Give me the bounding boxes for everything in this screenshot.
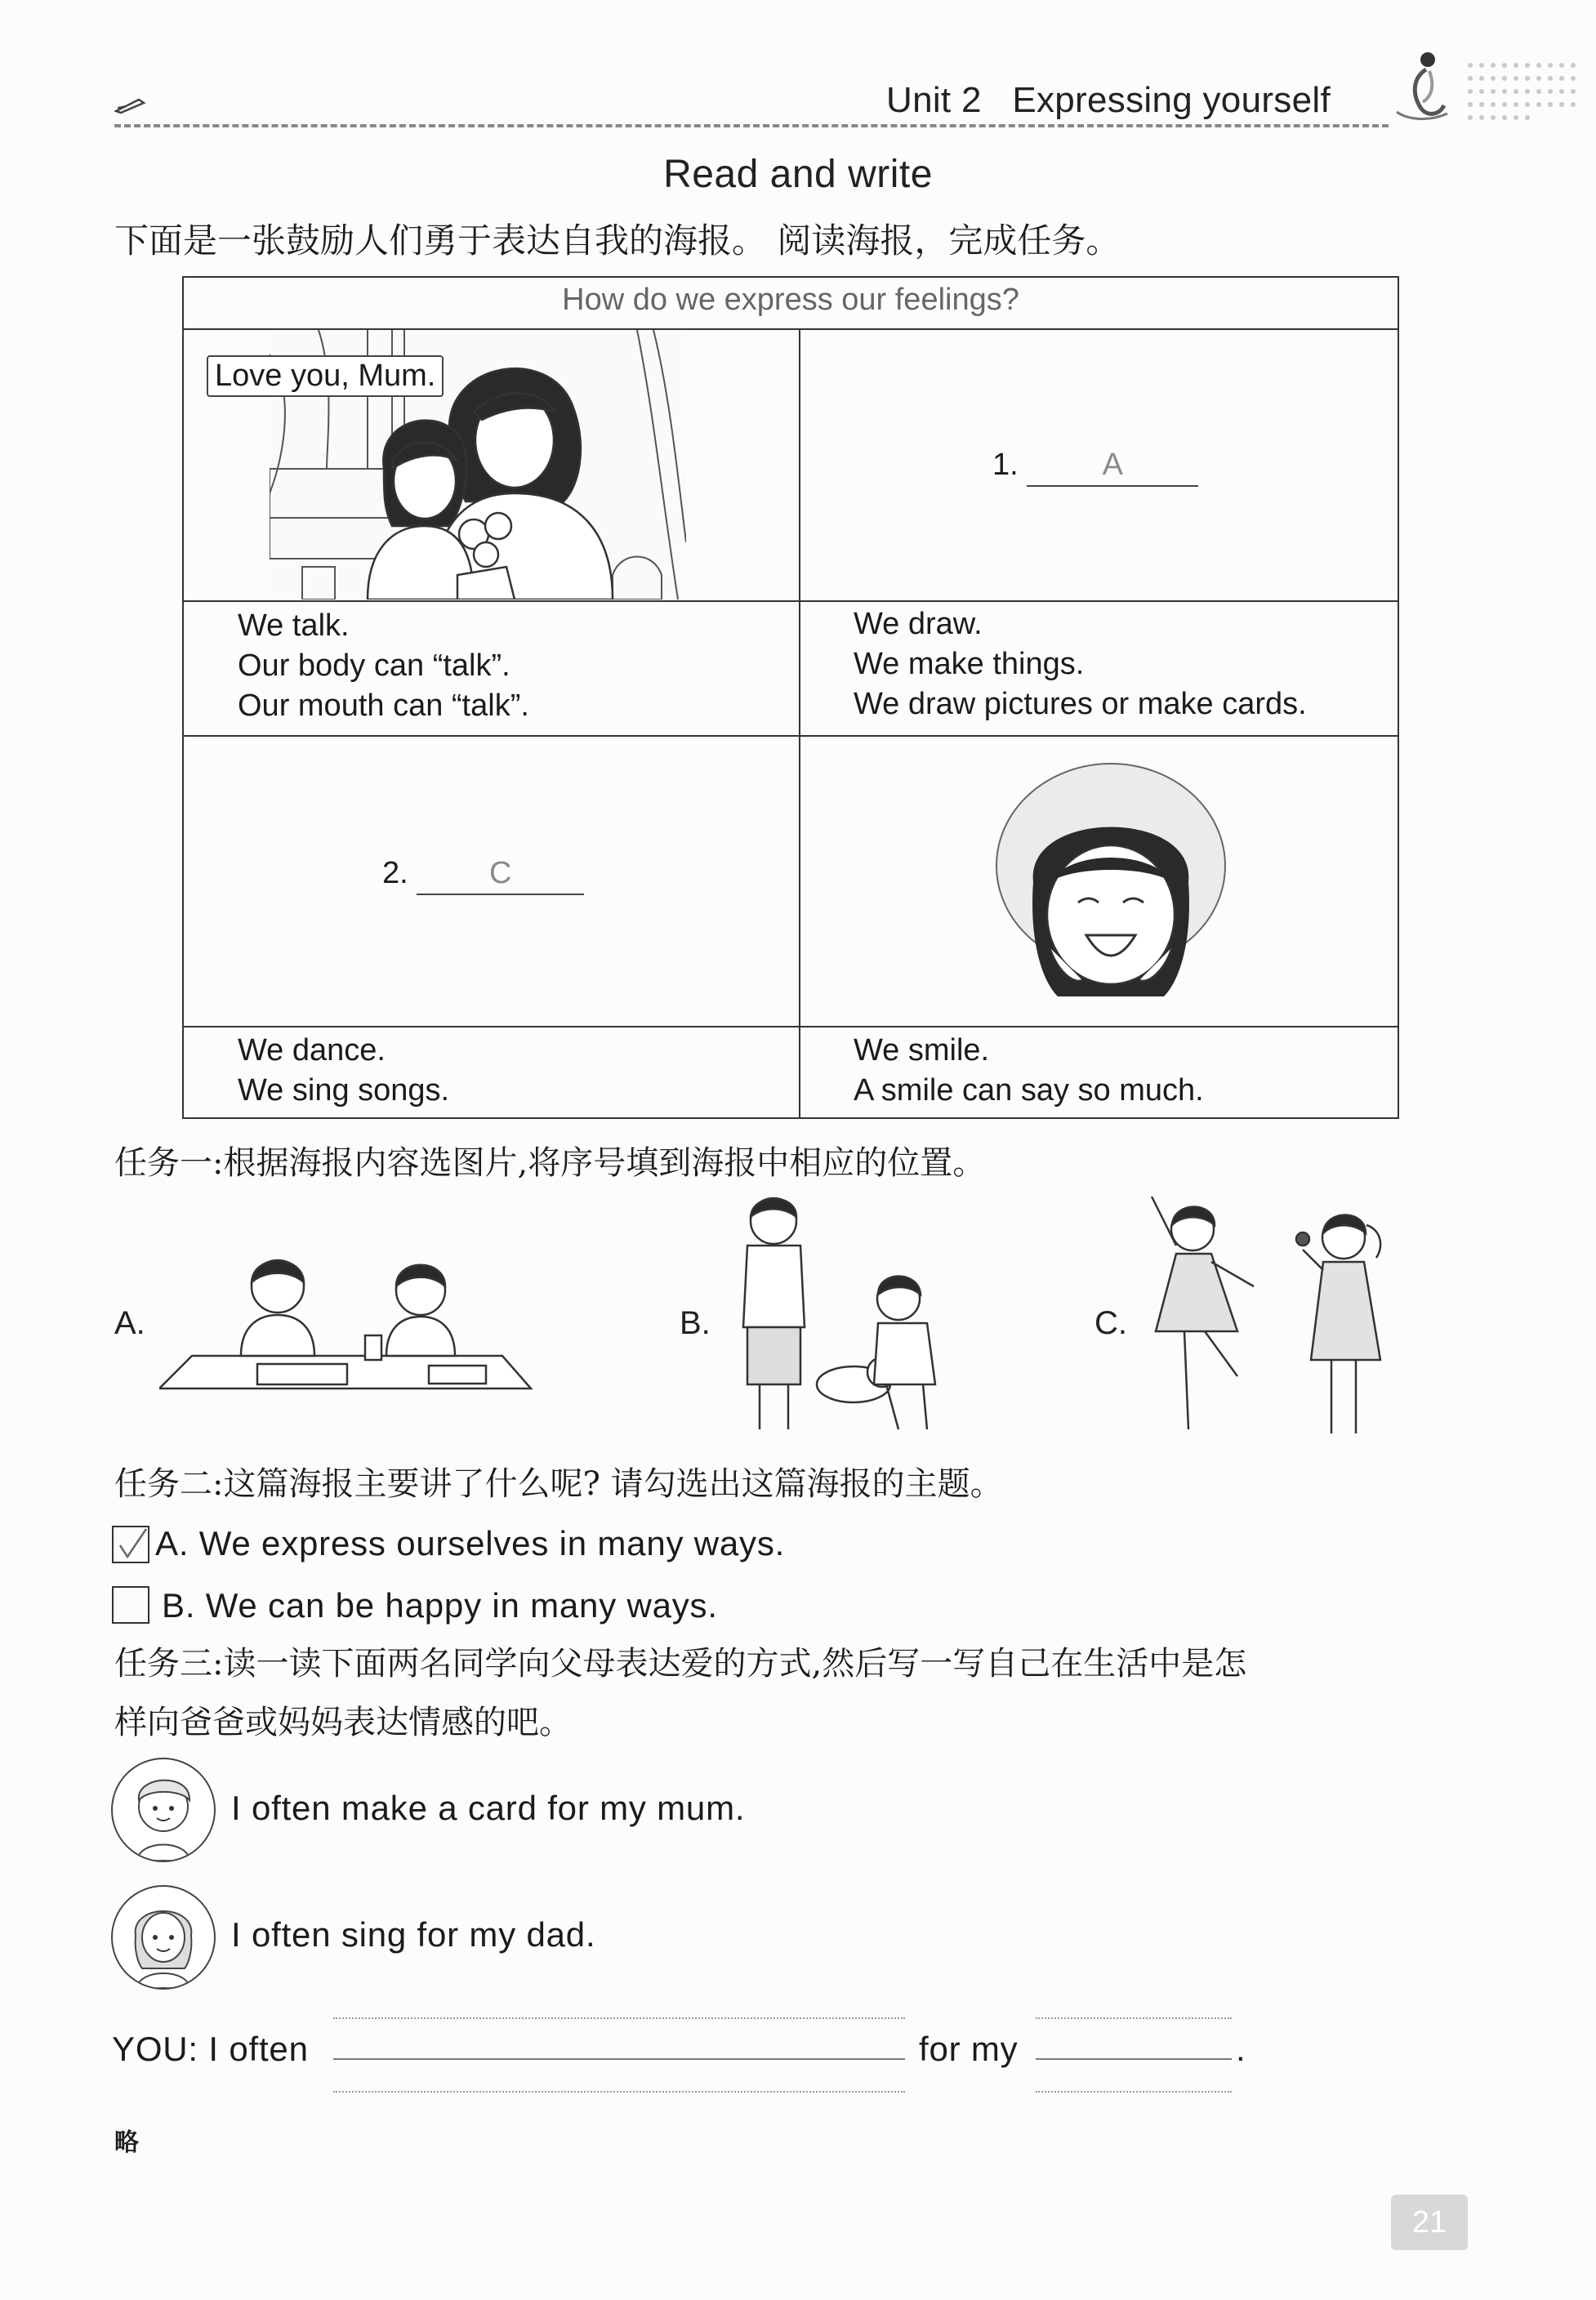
section-title: Read and write (663, 153, 933, 196)
blank-1-answer: A (1102, 448, 1123, 482)
cell-draw-line: We make things. (854, 647, 1085, 681)
cell-dance-text (238, 1031, 449, 1111)
option-a-text: A. We express ourselves in many ways. (155, 1524, 786, 1562)
avatar-girl (111, 1885, 216, 1990)
pencil-icon (114, 96, 147, 114)
cell-draw-text (854, 604, 1307, 724)
you-middle-text: for my (919, 2030, 1019, 2068)
blank-1-answer-field[interactable] (1027, 445, 1198, 487)
blank-2 (382, 854, 584, 895)
avatar-boy (111, 1758, 216, 1862)
option-b-label: B. (680, 1305, 711, 1341)
cell-smile-line: A smile can say so much. (854, 1073, 1204, 1108)
checkmark-icon (114, 1527, 148, 1562)
example-1-text: I often make a card for my mum. (231, 1789, 746, 1827)
blank-1 (992, 445, 1198, 487)
you-activity-input[interactable] (333, 2058, 905, 2060)
speech-bubble: Love you, Mum. (207, 355, 444, 397)
dot-pattern-decoration (1462, 57, 1585, 131)
cell-talk-text (238, 606, 529, 726)
unit-title: Expressing yourself (1012, 80, 1331, 120)
option-a-label: A. (114, 1305, 145, 1341)
task1-instruction: 任务一:根据海报内容选图片,将序号填到海报中相应的位置。 (114, 1144, 986, 1182)
poster-title: How do we express our feelings? (562, 283, 1019, 317)
blank-1-number: 1. (992, 448, 1019, 482)
you-end-punct: . (1236, 2030, 1246, 2068)
curly-hair-boy-icon (113, 1759, 214, 1861)
blank-2-answer-field[interactable] (417, 854, 584, 895)
option-c-label: C. (1094, 1305, 1127, 1341)
header-divider (114, 124, 1389, 127)
cell-draw-line: We draw. (854, 607, 983, 641)
option-c-dancing-singing-illustration (1139, 1188, 1401, 1450)
you-label (112, 2030, 309, 2069)
you-label-text: YOU: (112, 2030, 198, 2068)
you-prefix-text: I often (208, 2030, 309, 2068)
poster-table (182, 276, 1399, 1119)
option-b-playing-with-dog-illustration (723, 1188, 952, 1442)
answer-omitted-note: 略 (114, 2128, 139, 2157)
cell-talk-line: Our body can “talk”. (238, 649, 510, 683)
runner-logo-icon (1380, 45, 1454, 127)
cell-smile-text (854, 1031, 1204, 1111)
smiling-girl-illustration (992, 760, 1229, 1005)
you-person-input[interactable] (1036, 2058, 1232, 2060)
cell-dance-line: We sing songs. (238, 1073, 450, 1108)
short-hair-girl-icon (113, 1887, 214, 1988)
blank-2-number: 2. (382, 856, 408, 890)
example-2-text: I often sing for my dad. (231, 1915, 596, 1954)
intro-text: 下面是一张鼓励人们勇于表达自我的海报。 阅读海报，完成任务。 (114, 221, 1121, 261)
writing-guide-top (333, 2017, 905, 2019)
writing-guide-bottom-2 (1036, 2091, 1232, 2093)
cell-talk-line: We talk. (238, 608, 350, 643)
page-number: 21 (1391, 2195, 1468, 2250)
option-b-checkbox[interactable] (112, 1586, 149, 1624)
cell-smile-line: We smile. (854, 1033, 990, 1068)
blank-2-answer: C (489, 856, 512, 890)
cell-talk-line: Our mouth can “talk”. (238, 689, 529, 723)
writing-guide-bottom (333, 2091, 905, 2093)
cell-dance-line: We dance. (238, 1033, 386, 1068)
writing-guide-top-2 (1036, 2017, 1232, 2019)
unit-number: Unit 2 (886, 80, 982, 120)
task3-instruction-line2: 样向爸爸或妈妈表达情感的吧。 (114, 1704, 572, 1741)
option-a-checkbox[interactable] (112, 1526, 149, 1563)
cell-draw-line: We draw pictures or make cards. (854, 687, 1307, 721)
task2-instruction: 任务二:这篇海报主要讲了什么呢? 请勾选出这篇海报的主题。 (114, 1465, 1003, 1503)
option-a-drawing-kids-illustration (159, 1250, 535, 1397)
unit-header (886, 80, 1331, 121)
option-b-text: B. We can be happy in many ways. (162, 1586, 718, 1625)
task3-instruction-line1: 任务三:读一读下面两名同学向父母表达爱的方式,然后写一写自己在生活中是怎 (114, 1645, 1247, 1683)
